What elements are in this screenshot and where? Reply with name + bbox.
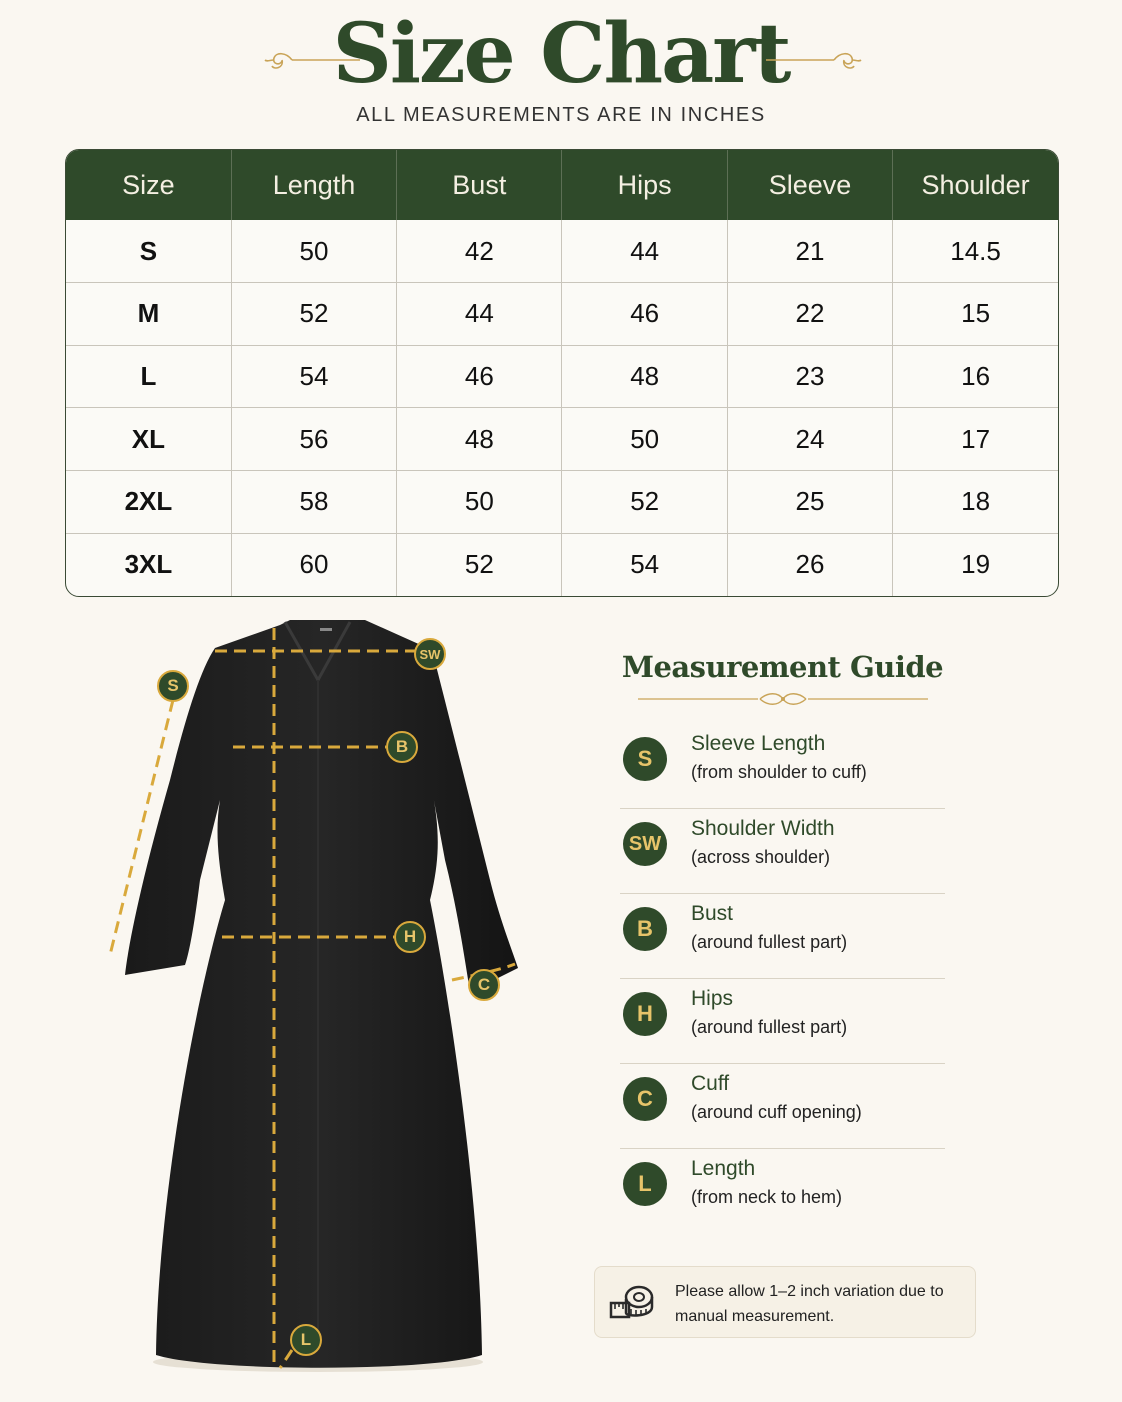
page-title: Size Chart [332, 6, 790, 102]
size-cell: L [66, 345, 231, 408]
guide-item-sleeve [620, 724, 945, 809]
guide-item-bust [620, 894, 945, 979]
table-cell: 24 [727, 408, 892, 471]
guide-item-desc: (from neck to hem) [691, 1187, 843, 1207]
guide-item-length [620, 1149, 945, 1234]
guide-item-desc: (around fullest part) [691, 932, 848, 952]
table-row [66, 220, 1058, 283]
table-cell: 50 [397, 471, 562, 534]
guide-item-desc: (around fullest part) [691, 1017, 848, 1037]
guide-item-name: Sleeve Length [691, 732, 826, 755]
guide-item-name: Length [691, 1157, 756, 1180]
table-cell: 18 [893, 471, 1058, 534]
table-cell: 15 [893, 283, 1058, 346]
table-cell: 16 [893, 345, 1058, 408]
guide-item-desc: (around cuff opening) [691, 1102, 862, 1122]
table-cell: 17 [893, 408, 1058, 471]
badge: L [623, 1162, 667, 1206]
size-cell: 3XL [66, 533, 231, 596]
table-cell: 46 [397, 345, 562, 408]
table-cell: 50 [231, 220, 396, 283]
measuring-tape-icon [609, 1283, 655, 1321]
table-row [66, 471, 1058, 534]
guide-list [620, 724, 945, 1234]
guide-item-shoulder-width [620, 809, 945, 894]
table-cell: 42 [397, 220, 562, 283]
column-header: Size [66, 150, 231, 220]
table-row [66, 533, 1058, 596]
marker-bust: B [386, 731, 418, 763]
variation-note [594, 1266, 976, 1338]
size-cell: XL [66, 408, 231, 471]
marker-length: L [290, 1324, 322, 1356]
table-cell: 22 [727, 283, 892, 346]
table-row [66, 408, 1058, 471]
table-cell: 44 [562, 220, 727, 283]
dress-shape [125, 620, 518, 1368]
table-cell: 60 [231, 533, 396, 596]
dress-diagram [100, 610, 550, 1390]
column-header: Sleeve [727, 150, 892, 220]
table-row [66, 283, 1058, 346]
guide-title: Measurement Guide [621, 650, 944, 684]
table-cell: 50 [562, 408, 727, 471]
table-cell: 52 [562, 471, 727, 534]
column-header: Bust [397, 150, 562, 220]
badge: C [623, 1077, 667, 1121]
guide-item-name: Cuff [691, 1072, 730, 1095]
page-subtitle: ALL MEASUREMENTS ARE IN INCHES [356, 104, 766, 126]
table-cell: 26 [727, 533, 892, 596]
measurement-guide [620, 650, 945, 1234]
marker-sleeve: S [157, 670, 189, 702]
header [0, 0, 1122, 140]
badge: SW [623, 822, 667, 866]
guide-item-hips [620, 979, 945, 1064]
right-flourish-icon [766, 44, 864, 78]
guide-item-name: Hips [691, 987, 734, 1010]
table-cell: 19 [961, 549, 991, 580]
table-cell: 25 [727, 471, 892, 534]
column-header: Length [231, 150, 396, 220]
marker-hips: H [394, 921, 426, 953]
table-row [66, 345, 1058, 408]
badge: H [623, 992, 667, 1036]
table-cell: 48 [397, 408, 562, 471]
table-cell: 52 [231, 283, 396, 346]
table-cell: 14.5 [893, 220, 1058, 283]
marker-shoulder-width: SW [414, 638, 446, 670]
size-cell: S [66, 220, 231, 283]
table-cell: 48 [562, 345, 727, 408]
size-table [65, 149, 1059, 597]
table-cell: 54 [231, 345, 396, 408]
note-text: Please allow 1–2 inch variation due to manual measurement. [675, 1283, 944, 1325]
table-cell: 23 [727, 345, 892, 408]
badge: B [623, 907, 667, 951]
table-cell: 58 [231, 471, 396, 534]
table-cell: 44 [397, 283, 562, 346]
guide-item-name: Bust [691, 902, 734, 925]
table-header-row [66, 150, 1058, 220]
table-cell: 46 [562, 283, 727, 346]
guide-item-cuff [620, 1064, 945, 1149]
column-header: Shoulder [893, 150, 1058, 220]
column-header: Hips [562, 150, 727, 220]
guide-item-name: Shoulder Width [691, 817, 835, 840]
table-cell: 54 [562, 533, 727, 596]
ornament-divider-icon [638, 692, 928, 706]
guide-item-desc: (across shoulder) [691, 847, 831, 867]
size-cell: 2XL [66, 471, 231, 534]
badge: S [623, 737, 667, 781]
table-cell: 56 [231, 408, 396, 471]
marker-cuff: C [468, 969, 500, 1001]
guide-item-desc: (from shoulder to cuff) [691, 762, 867, 782]
table-cell: 52 [397, 533, 562, 596]
size-cell: M [66, 283, 231, 346]
table-cell: 21 [727, 220, 892, 283]
